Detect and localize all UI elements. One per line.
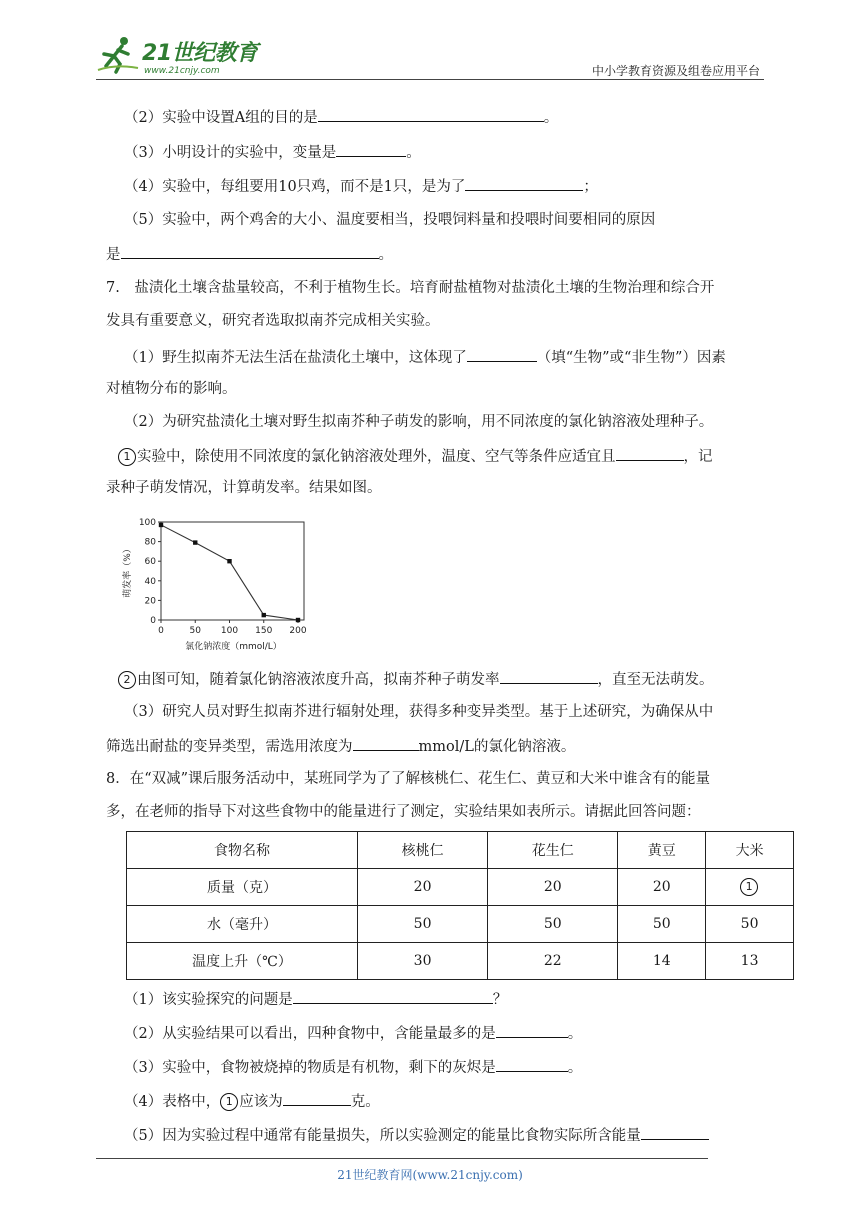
data-point: [159, 523, 163, 527]
q8-part5: （5）因为实验过程中通常有能量损失，所以实验测定的能量比食物实际所含能量: [124, 1124, 709, 1146]
q8-part3: （3）实验中，食物被烧掉的物质是有机物，剩下的灰烬是 。: [124, 1056, 582, 1078]
x-axis-label: 氯化钠浓度（mmol/L）: [185, 642, 282, 652]
answer-blank[interactable]: [121, 243, 379, 259]
x-tick-label: 150: [255, 626, 273, 636]
table-cell: 13: [706, 943, 794, 980]
q6-part3: （3）小明设计的实验中，变量是 。: [124, 141, 421, 163]
y-tick-label: 20: [144, 596, 156, 607]
x-tick-label: 50: [189, 626, 201, 636]
table-cell: 温度上升（℃）: [127, 943, 358, 980]
table-header-cell: 大米: [706, 832, 794, 869]
table-cell: 20: [618, 869, 706, 906]
q7-part3: （3）研究人员对野生拟南芥进行辐射处理，获得多种变异类型。基于上述研究，为确保从中: [124, 704, 714, 720]
answer-blank[interactable]: [641, 1124, 709, 1140]
platform-title: 中小学教育资源及组卷应用平台: [591, 64, 760, 78]
germination-chart: [112, 512, 316, 662]
answer-blank[interactable]: [465, 175, 583, 191]
table-cell: 50: [358, 906, 488, 943]
q7-sub1: 1 实验中，除使用不同浓度的氯化钠溶液处理外，温度、空气等条件应适宜且 ，记: [118, 445, 713, 467]
page-header: [96, 28, 764, 84]
answer-blank[interactable]: [336, 141, 406, 157]
answer-blank[interactable]: [283, 1090, 351, 1106]
y-axis-label: 萌发率（%）: [123, 544, 133, 598]
food-energy-table: [126, 831, 794, 980]
logo-text: 21世纪教育: [142, 41, 258, 66]
x-tick-label: 0: [158, 626, 164, 636]
q8-part4: （4）表格中， 1 应该为 克。: [124, 1090, 380, 1112]
q6-part5-cont: 是 。: [106, 243, 393, 265]
footer-divider: [96, 1158, 708, 1159]
footer-text: 21世纪教育网(www.21cnjy.com): [337, 1168, 523, 1182]
logo-url: www.21cnjy.com: [144, 66, 220, 76]
q7-part1-cont: 对植物分布的影响。: [106, 381, 237, 397]
circled-number: 1: [220, 1093, 238, 1111]
y-tick-label: 60: [144, 557, 156, 568]
answer-blank[interactable]: [353, 735, 419, 751]
table-header-cell: 食物名称: [127, 832, 358, 869]
q8-part1: （1）该实验探究的问题是 ？: [124, 988, 507, 1010]
series-line: [161, 525, 298, 620]
q6-part4: （4）实验中，每组要用10只鸡，而不是1只，是为了 ；: [124, 175, 598, 197]
q7-part2: （2）为研究盐渍化土壤对野生拟南芥种子萌发的影响，用不同浓度的氯化钠溶液处理种子。: [124, 414, 714, 430]
q6-part2: （2）实验中设置A组的目的是 。: [124, 106, 558, 128]
table-cell: 22: [488, 943, 618, 980]
table-cell: 水（毫升）: [127, 906, 358, 943]
answer-blank[interactable]: [293, 988, 493, 1004]
q7-part3-cont: 筛选出耐盐的变异类型，需选用浓度为 mmol/L的氯化钠溶液。: [106, 735, 575, 757]
runner-logo-icon: [96, 34, 140, 74]
plot-frame: [161, 522, 304, 620]
circled-number: 1: [740, 878, 758, 896]
table-cell: 50: [488, 906, 618, 943]
q7-sub2: 2 由图可知，随着氯化钠溶液浓度升高，拟南芥种子萌发率 ，直至无法萌发。: [118, 668, 714, 690]
table-cell: [706, 869, 794, 906]
data-point: [296, 618, 300, 622]
q8-stem: 8．在“双减”课后服务活动中，某班同学为了了解核桃仁、花生仁、黄豆和大米中谁含有的能量: [106, 771, 711, 787]
table-cell: 30: [358, 943, 488, 980]
answer-blank[interactable]: [318, 106, 544, 122]
q8-stem-cont: 多，在老师的指导下对这些食物中的能量进行了测定，实验结果如表所示。请据此回答问题：: [106, 804, 701, 820]
table-cell: 14: [618, 943, 706, 980]
q8-part2: （2）从实验结果可以看出，四种食物中，含能量最多的是 。: [124, 1022, 582, 1044]
answer-blank[interactable]: [496, 1056, 568, 1072]
answer-blank[interactable]: [467, 346, 537, 362]
answer-blank[interactable]: [616, 445, 684, 461]
table-header-row: [127, 832, 794, 869]
answer-blank[interactable]: [500, 668, 598, 684]
table-row: [127, 906, 794, 943]
table-cell: 20: [488, 869, 618, 906]
answer-blank[interactable]: [496, 1022, 568, 1038]
x-tick-label: 200: [289, 626, 307, 636]
q7-stem-cont: 发具有重要意义，研究者选取拟南芥完成相关实验。: [106, 313, 440, 329]
data-point: [193, 540, 197, 544]
y-tick-label: 0: [150, 616, 156, 626]
table-cell: 50: [706, 906, 794, 943]
q6-part5: （5）实验中，两个鸡舍的大小、温度要相当，投喂饲料量和投喂时间要相同的原因: [124, 212, 656, 228]
circled-number: 1: [118, 448, 136, 466]
table-header-cell: 花生仁: [488, 832, 618, 869]
header-divider: [96, 79, 764, 80]
y-tick-label: 100: [138, 518, 156, 528]
data-point: [262, 613, 266, 617]
circled-number: 2: [118, 671, 136, 689]
q7-sub1-cont: 录种子萌发情况，计算萌发率。结果如图。: [106, 480, 382, 496]
x-tick-label: 100: [220, 626, 239, 636]
table-cell: 质量（克）: [127, 869, 358, 906]
table-header-cell: 黄豆: [618, 832, 706, 869]
table-row: [127, 869, 794, 906]
table-header-cell: 核桃仁: [358, 832, 488, 869]
q7-stem: 7. 盐渍化土壤含盐量较高，不利于植物生长。培育耐盐植物对盐渍化土壤的生物治理和综合开: [106, 280, 715, 296]
table-row: [127, 943, 794, 980]
table-cell: 20: [358, 869, 488, 906]
q7-part1: （1）野生拟南芥无法生活在盐渍化土壤中，这体现了 （填“生物”或“非生物”）因素: [124, 346, 726, 368]
table-cell: 50: [618, 906, 706, 943]
data-point: [227, 559, 231, 563]
y-tick-label: 80: [144, 537, 156, 548]
logo: [96, 34, 266, 80]
y-tick-label: 40: [144, 576, 156, 587]
